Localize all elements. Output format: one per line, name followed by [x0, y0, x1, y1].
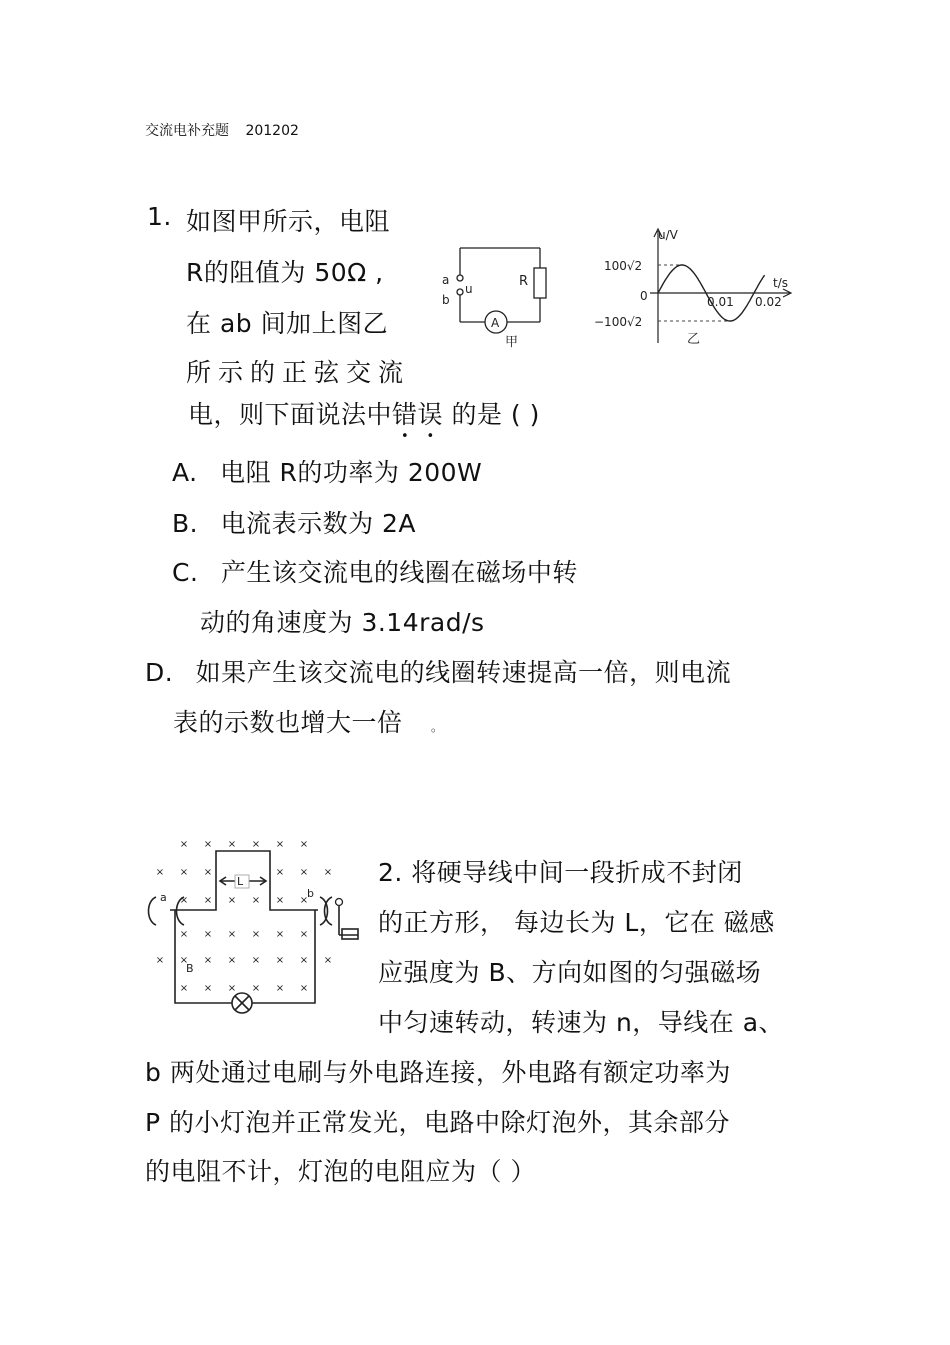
q1-line5-pre: 电，则下面说法中	[188, 400, 393, 429]
field-mark-29: ×	[203, 983, 213, 994]
field-mark-37: ×	[323, 955, 333, 966]
fig-q2-label-field-b: B	[186, 962, 194, 975]
option-c-text1: 产生该交流电的线圈在磁场中转	[220, 558, 578, 587]
option-a-text: 电阻 R的功率为 200W	[220, 458, 483, 487]
option-d-letter: D.	[145, 658, 174, 687]
q1-emphasis-wrong: 错误	[392, 400, 444, 429]
q2-line5: b 两处通过电刷与外电路连接，外电路有额定功率为	[145, 1058, 731, 1087]
q1-line2: R的阻值为 50Ω ,	[186, 258, 384, 287]
terminal-a	[457, 275, 463, 281]
figure-jia-circuit	[436, 240, 556, 352]
fig-jia-label-u: u	[465, 282, 473, 296]
fig-q2-label-l: L	[237, 875, 244, 888]
q2-line3: 应强度为 B、方向如图的匀强磁场	[378, 958, 762, 987]
q1-option-d	[145, 653, 731, 689]
q1-line5-post: 的是 ( )	[443, 400, 540, 429]
field-mark-35: ×	[155, 955, 165, 966]
field-mark-14: ×	[275, 895, 285, 906]
field-mark-21: ×	[299, 929, 309, 940]
field-mark-23: ×	[203, 955, 213, 966]
field-mark-30: ×	[227, 983, 237, 994]
option-a-letter: A.	[172, 458, 198, 487]
fig-jia-label-b: b	[442, 293, 450, 307]
fig-yi-ymin-label: −100√2	[594, 315, 643, 329]
field-mark-3: ×	[251, 839, 261, 850]
option-b-text: 电流表示数为 2A	[220, 509, 417, 538]
field-mark-4: ×	[275, 839, 285, 850]
field-mark-19: ×	[251, 929, 261, 940]
field-mark-11: ×	[203, 895, 213, 906]
q1-line5	[188, 395, 540, 444]
q1-option-c	[172, 553, 578, 589]
field-mark-22: ×	[179, 955, 189, 966]
resistor-r	[534, 268, 546, 298]
figure-q2-rotating-loop	[140, 835, 370, 1020]
q2-line7: 的电阻不计，灯泡的电阻应为（ ）	[145, 1157, 536, 1186]
option-d-end: 。	[430, 720, 444, 734]
field-mark-34: ×	[155, 867, 165, 878]
field-mark-20: ×	[275, 929, 285, 940]
fig-yi-xtick-002: 0.02	[755, 295, 782, 309]
field-mark-15: ×	[299, 895, 309, 906]
q1-option-c-line2: 动的角速度为 3.14rad/s	[200, 608, 485, 637]
field-mark-33: ×	[299, 983, 309, 994]
fig-yi-caption: 乙	[687, 332, 701, 347]
header-code: 201202	[245, 123, 299, 139]
figure-yi-sine-chart	[590, 225, 800, 350]
header-title	[145, 120, 299, 140]
fig-jia-label-ammeter: A	[491, 316, 500, 330]
field-mark-32: ×	[275, 983, 285, 994]
fig-jia-label-r: R	[519, 274, 529, 289]
brush-a-outer	[149, 897, 157, 925]
field-mark-2: ×	[227, 839, 237, 850]
option-d-text2: 表的示数也增大一倍	[173, 708, 403, 737]
fig-q2-label-a: a	[160, 891, 167, 904]
field-mark-16: ×	[179, 929, 189, 940]
field-mark-9: ×	[299, 867, 309, 878]
field-mark-27: ×	[299, 955, 309, 966]
field-mark-18: ×	[227, 929, 237, 940]
field-mark-1: ×	[203, 839, 213, 850]
fig-yi-origin: 0	[640, 289, 648, 303]
field-mark-8: ×	[275, 867, 285, 878]
terminal-b	[457, 289, 463, 295]
q1-line4: 所示的正弦交流	[186, 358, 411, 387]
fig-yi-xlabel: t/s	[773, 276, 788, 290]
crank-handle	[342, 929, 358, 939]
field-mark-12: ×	[227, 895, 237, 906]
field-mark-26: ×	[275, 955, 285, 966]
fig-yi-xtick-001: 0.01	[707, 295, 734, 309]
q1-number: 1.	[147, 202, 172, 231]
q2-line1: 2. 将硬导线中间一段折成不封闭	[378, 858, 743, 887]
fig-q2-label-b: b	[307, 887, 314, 900]
q2-line6: P 的小灯泡并正常发光，电路中除灯泡外，其余部分	[145, 1108, 731, 1137]
q1-line1: 如图甲所示，电阻	[186, 207, 391, 236]
option-b-letter: B.	[172, 509, 199, 538]
fig-jia-caption: 甲	[505, 335, 519, 350]
q2-line4: 中匀速转动，转速为 n，导线在 a、	[378, 1008, 785, 1037]
q1-option-a	[172, 453, 482, 489]
field-mark-13: ×	[251, 895, 261, 906]
field-mark-0: ×	[179, 839, 189, 850]
field-mark-10: ×	[179, 895, 189, 906]
crank-pivot	[336, 899, 343, 906]
field-mark-7: ×	[203, 867, 213, 878]
field-mark-5: ×	[299, 839, 309, 850]
magnetic-field-marks	[156, 839, 332, 994]
field-mark-17: ×	[203, 929, 213, 940]
field-mark-31: ×	[251, 983, 261, 994]
field-mark-25: ×	[251, 955, 261, 966]
fig-yi-ymax-label: 100√2	[604, 259, 643, 273]
field-mark-24: ×	[227, 955, 237, 966]
option-c-letter: C.	[172, 558, 199, 587]
q1-option-b	[172, 504, 416, 540]
header-title-text: 交流电补充题	[145, 123, 229, 139]
field-mark-36: ×	[323, 867, 333, 878]
q1-option-d-line2	[173, 703, 443, 739]
fig-yi-ylabel: u/V	[658, 228, 678, 242]
option-d-text1: 如果产生该交流电的线圈转速提高一倍，则电流	[195, 658, 732, 687]
field-mark-28: ×	[179, 983, 189, 994]
fig-jia-label-a: a	[442, 273, 450, 287]
q2-line2: 的正方形， 每边长为 L，它在 磁感	[378, 908, 775, 937]
field-mark-6: ×	[179, 867, 189, 878]
q1-line3: 在 ab 间加上图乙	[186, 309, 389, 338]
